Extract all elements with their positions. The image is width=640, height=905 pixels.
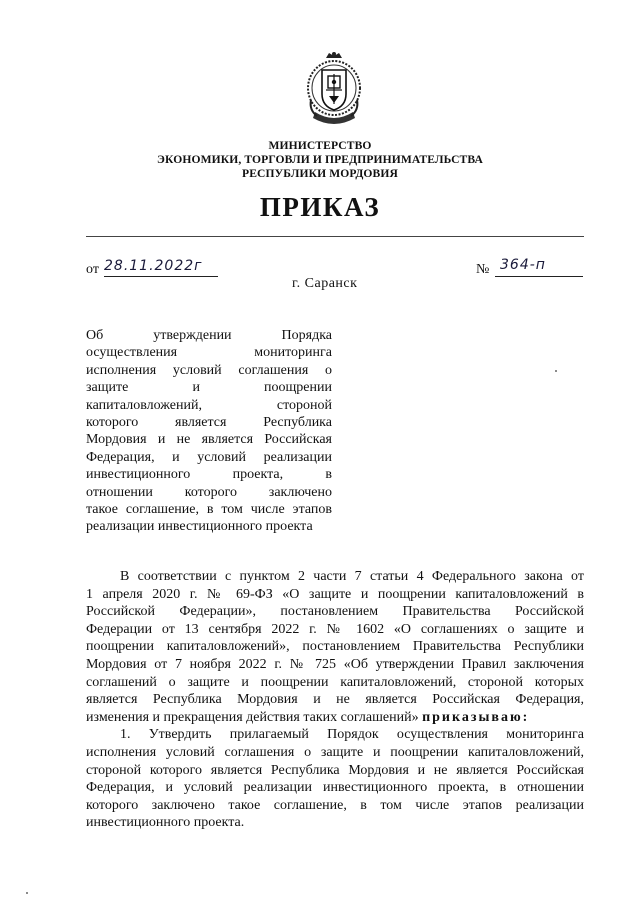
order-body <box>86 568 584 832</box>
order-subject <box>86 327 332 536</box>
body-line: 1 апреля 2020 г. № 69-ФЗ «О защите и поощрении капиталовложений в <box>86 586 584 602</box>
item-line: стороной которого является Республика Мордовия и не является Российская <box>86 762 584 778</box>
body-line <box>86 709 584 727</box>
item-line: инвестиционного проекта. <box>86 815 245 831</box>
subject-line: Об утверждении Порядка <box>86 328 332 343</box>
body-line: поощрении капиталовложений», постановлением Правительства Республики <box>86 639 584 655</box>
body-line: является Республика Мордовия и не является Российская Федерация, <box>86 692 584 708</box>
body-line: Мордовия от 7 ноября 2022 г. № 725 «Об утверждении Правил заключения <box>86 656 584 672</box>
item-line: Федерация, и условий реализации инвестиционного проекта, в отношении <box>86 780 584 796</box>
item-line: которого заключено такое соглашение, в том числе этапов реализации <box>86 797 584 813</box>
ministry-name-line3: РЕСПУБЛИКИ МОРДОВИЯ <box>242 167 398 180</box>
subject-line: отношении которого заключено <box>86 484 332 500</box>
document-title: ПРИКАЗ <box>259 192 381 222</box>
subject-line: которого является Республика <box>86 414 332 430</box>
header-divider <box>86 236 584 237</box>
scan-speck <box>26 892 28 894</box>
body-line: Российской Федерации», постановлением Правительства Российской <box>86 604 584 620</box>
item-line: исполнения условий соглашения о защите и поощрении капиталовложений, <box>86 744 584 760</box>
city-label: г. Саранск <box>292 276 358 291</box>
order-word: приказываю: <box>422 709 530 725</box>
handwritten-date: 28.11.2022г <box>104 258 203 274</box>
number-prefix: № <box>476 262 490 277</box>
coat-of-arms-emblem <box>303 50 365 130</box>
subject-line: инвестиционного проекта, в <box>86 467 332 483</box>
scan-speck <box>555 370 557 372</box>
date-underline <box>104 276 218 277</box>
ministry-name-line1: МИНИСТЕРСТВО <box>268 139 372 152</box>
body-line: В соответствии с пунктом 2 части 7 статьи 4 Федерального закона от <box>120 569 584 584</box>
subject-line: Мордовия и не является Российская <box>86 432 332 448</box>
body-line: соглашений о защите и поощрении капиталовложений, стороной которых <box>86 674 584 690</box>
subject-line: такое соглашение, в том числе этапов <box>86 501 332 517</box>
subject-line: защите и поощрении <box>86 380 332 396</box>
subject-line: реализации инвестиционного проекта <box>86 519 313 535</box>
body-line-text: изменения и прекращения действия таких соглашений» <box>86 709 419 725</box>
subject-line: капиталовложений, стороной <box>86 397 332 413</box>
subject-line: исполнения условий соглашения о <box>86 362 332 378</box>
date-prefix: от <box>86 262 99 277</box>
subject-line: осуществления мониторинга <box>86 345 332 361</box>
number-underline <box>495 276 583 277</box>
item-line: 1. Утвердить прилагаемый Порядок осуществления мониторинга <box>120 727 584 743</box>
body-line: Федерации от 13 сентября 2022 г. № 1602 «О соглашениях о защите и <box>86 621 584 637</box>
handwritten-number: 364-п <box>500 257 546 273</box>
ministry-name-line2: ЭКОНОМИКИ, ТОРГОВЛИ И ПРЕДПРИНИМАТЕЛЬСТВА <box>157 153 483 166</box>
subject-line: Федерация, и условий реализации <box>86 449 332 465</box>
